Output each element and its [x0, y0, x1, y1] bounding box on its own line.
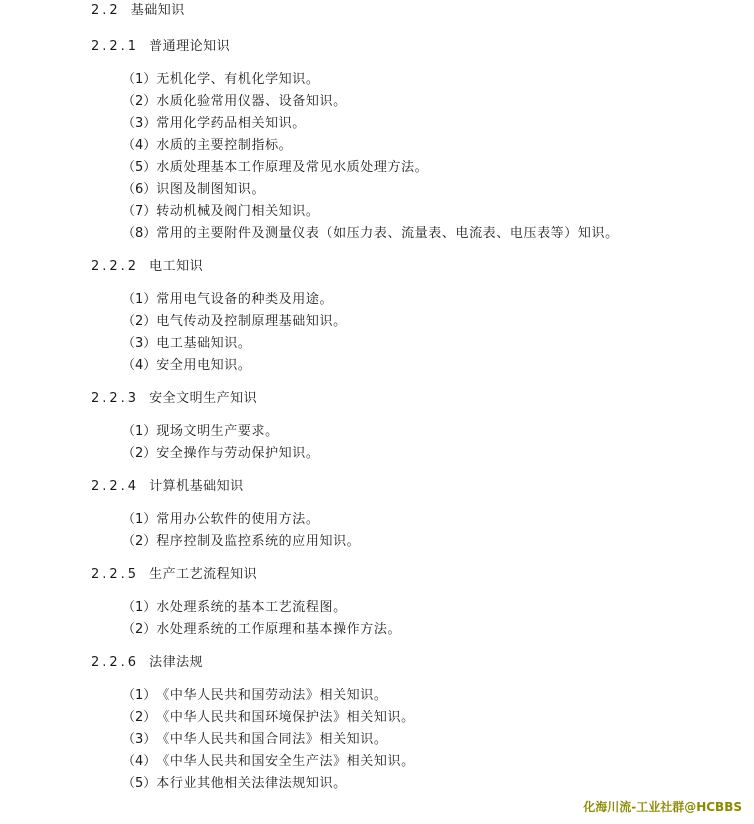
list-item	[122, 68, 319, 87]
subsection-number: 2.2.2	[91, 259, 140, 274]
subsection-number: 2.2.6	[91, 655, 140, 670]
item-text: 程序控制及监控系统的应用知识。	[156, 534, 361, 549]
item-text: 转动机械及阀门相关知识。	[156, 204, 320, 219]
list-item	[122, 706, 415, 725]
list-item	[122, 618, 401, 637]
list-item	[122, 222, 619, 241]
item-text: 安全用电知识。	[156, 358, 252, 373]
item-index: （1）	[122, 512, 157, 527]
list-item	[122, 332, 251, 351]
item-text: 《中华人民共和国合同法》相关知识。	[156, 732, 388, 747]
item-index: （2）	[122, 710, 157, 725]
list-item	[122, 684, 387, 703]
item-text: 识图及制图知识。	[156, 182, 266, 197]
subsection-title: 生产工艺流程知识	[149, 567, 258, 582]
subsection-title: 普通理论知识	[149, 39, 231, 54]
item-text: 电气传动及控制原理基础知识。	[156, 314, 347, 329]
item-text: 水处理系统的工作原理和基本操作方法。	[156, 622, 402, 637]
item-index: （2）	[122, 94, 157, 109]
list-item	[122, 354, 251, 373]
item-index: （3）	[122, 732, 157, 747]
item-text: 常用办公软件的使用方法。	[156, 512, 320, 527]
item-text: 水处理系统的基本工艺流程图。	[156, 600, 347, 615]
item-index: （4）	[122, 358, 157, 373]
list-item	[122, 178, 265, 197]
item-index: （2）	[122, 534, 157, 549]
item-index: （3）	[122, 116, 157, 131]
subsection-number: 2.2.3	[91, 391, 140, 406]
item-index: （6）	[122, 182, 157, 197]
item-index: （1）	[122, 600, 157, 615]
subsection-title: 电工知识	[149, 259, 204, 274]
item-index: （1）	[122, 424, 157, 439]
subsection-number: 2.2.1	[91, 39, 140, 54]
list-item	[122, 508, 319, 527]
item-index: （1）	[122, 72, 157, 87]
item-index: （5）	[122, 776, 157, 791]
subsection-heading-1	[91, 35, 230, 54]
item-text: 水质处理基本工作原理及常见水质处理方法。	[156, 160, 429, 175]
subsection-heading-2	[91, 255, 203, 274]
item-index: （2）	[122, 446, 157, 461]
item-index: （5）	[122, 160, 157, 175]
list-item	[122, 112, 306, 131]
list-item	[122, 420, 279, 439]
item-text: 电工基础知识。	[156, 336, 252, 351]
list-item	[122, 596, 347, 615]
item-text: 无机化学、有机化学知识。	[156, 72, 320, 87]
item-index: （7）	[122, 204, 157, 219]
item-index: （3）	[122, 336, 157, 351]
list-item	[122, 156, 428, 175]
watermark: 化海川流-工业社群@HCBBS	[583, 800, 742, 814]
item-index: （4）	[122, 138, 157, 153]
subsection-heading-6	[91, 651, 203, 670]
item-text: 《中华人民共和国环境保护法》相关知识。	[156, 710, 415, 725]
item-index: （1）	[122, 688, 157, 703]
item-index: （2）	[122, 314, 157, 329]
item-text: 水质的主要控制指标。	[156, 138, 293, 153]
subsection-title: 计算机基础知识	[149, 479, 244, 494]
item-index: （8）	[122, 226, 157, 241]
item-index: （1）	[122, 292, 157, 307]
list-item	[122, 90, 347, 109]
item-text: 常用电气设备的种类及用途。	[156, 292, 334, 307]
list-item	[122, 134, 292, 153]
list-item	[122, 310, 347, 329]
item-text: 水质化验常用仪器、设备知识。	[156, 94, 347, 109]
subsection-title: 法律法规	[149, 655, 204, 670]
list-item	[122, 442, 319, 461]
subsection-number: 2.2.4	[91, 479, 140, 494]
list-item	[122, 750, 415, 769]
subsection-number: 2.2.5	[91, 567, 140, 582]
item-index: （4）	[122, 754, 157, 769]
item-text: 现场文明生产要求。	[156, 424, 279, 439]
list-item	[122, 288, 333, 307]
list-item	[122, 728, 387, 747]
subsection-heading-5	[91, 563, 257, 582]
section-heading	[91, 0, 185, 18]
section-number: 2.2	[91, 3, 121, 18]
list-item	[122, 530, 360, 549]
item-text: 《中华人民共和国劳动法》相关知识。	[156, 688, 388, 703]
subsection-title: 安全文明生产知识	[149, 391, 258, 406]
item-index: （2）	[122, 622, 157, 637]
section-title: 基础知识	[130, 3, 185, 18]
item-text: 常用化学药品相关知识。	[156, 116, 306, 131]
list-item	[122, 200, 319, 219]
item-text: 《中华人民共和国安全生产法》相关知识。	[156, 754, 415, 769]
item-text: 本行业其他相关法律法规知识。	[156, 776, 347, 791]
subsection-heading-4	[91, 475, 244, 494]
item-text: 安全操作与劳动保护知识。	[156, 446, 320, 461]
list-item	[122, 772, 347, 791]
subsection-heading-3	[91, 387, 257, 406]
item-text: 常用的主要附件及测量仪表（如压力表、流量表、电流表、电压表等）知识。	[156, 226, 619, 241]
